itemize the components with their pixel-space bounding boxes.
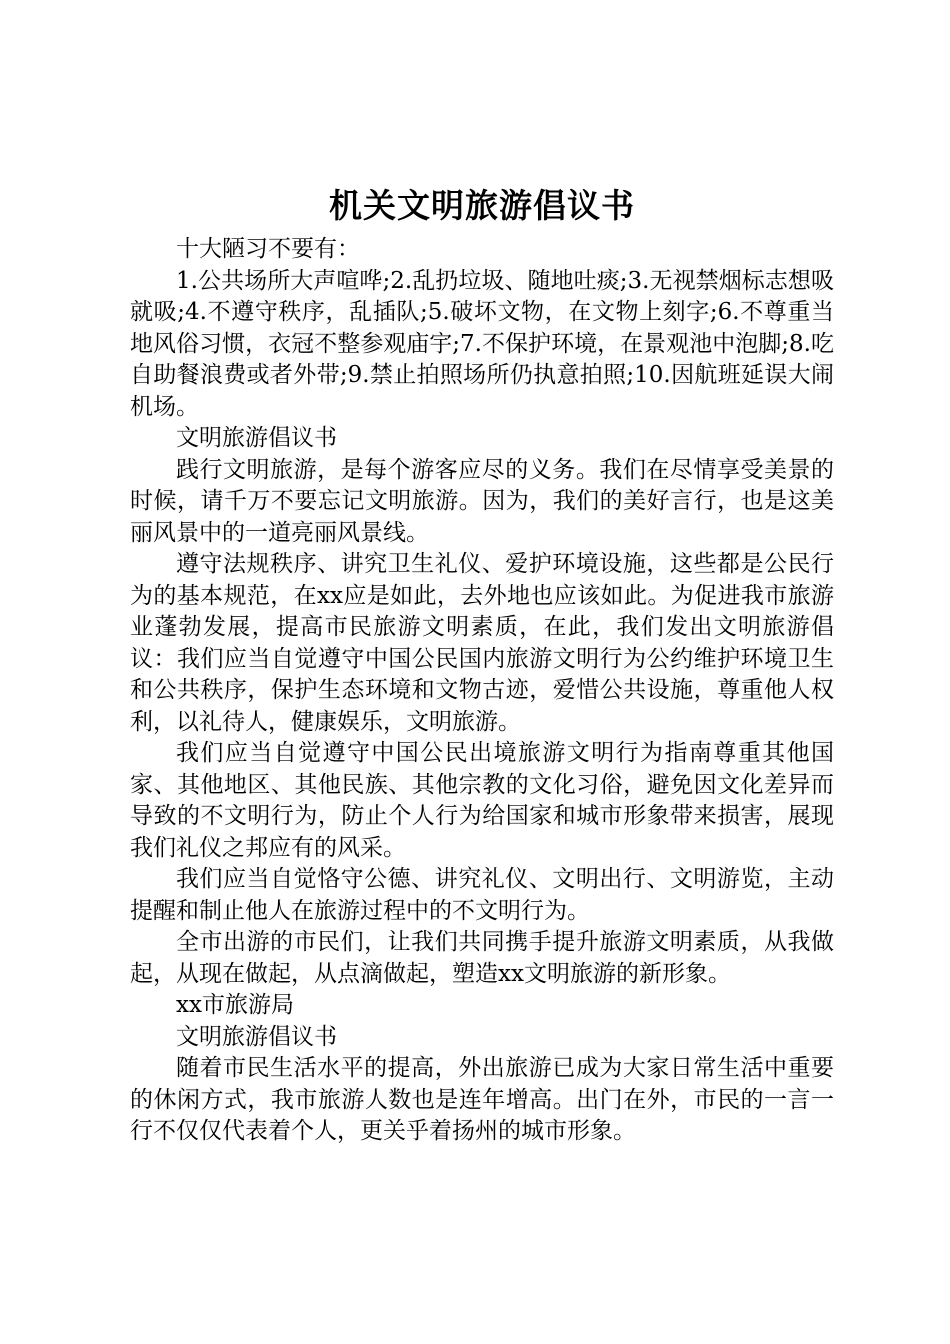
paragraph-body: 践行文明旅游，是每个游客应尽的义务。我们在尽情享受美景的时候，请千万不要忘记文明旅游。因为，我们的美好言行，也是这美丽风景中的一道亮丽风景线。 — [130, 456, 834, 546]
paragraph-body: 遵守法规秩序、讲究卫生礼仪、爱护环境设施，这些都是公民行为的基本规范，在xx应是如此，去外地也应该如此。为促进我市旅游业蓬勃发展，提高市民旅游文明素质，在此，我们发出文明旅游倡议：我们应当自觉遵守中国公民国内旅游文明行为公约维护环境卫生和公共秩序，保护生态环境和文物古迹，爱惜公共设施，尊重他人权利，以礼待人，健康娱乐，文明旅游。 — [130, 551, 834, 735]
document-page — [130, 182, 834, 1148]
paragraph-signature: xx市旅游局 — [176, 992, 294, 1018]
paragraph-section-heading: 文明旅游倡议书 — [176, 1023, 337, 1050]
paragraph-section-heading: 文明旅游倡议书 — [176, 425, 337, 451]
paragraph-bad-habits-list: 1.公共场所大声喧哗;2.乱扔垃圾、随地吐痰;3.无视禁烟标志想吸就吸;4.不遵守秩序，乱插队;5.破坏文物，在文物上刻字;6.不尊重当地风俗习惯，衣冠不整参观庙宇;7.不保护环境，在景观池中泡脚;8.吃自助餐浪费或者外带;9.禁止拍照场所仍执意拍照;10.因航班延误大闹机场。 — [130, 267, 834, 420]
paragraph-body: 我们应当自觉恪守公德、讲究礼仪、文明出行、文明游览，主动提醒和制止他人在旅游过程中的不文明行为。 — [130, 866, 834, 924]
document-title: 机关文明旅游倡议书 — [329, 186, 635, 225]
paragraph-body: 我们应当自觉遵守中国公民出境旅游文明行为指南尊重其他国家、其他地区、其他民族、其他宗教的文化习俗，避免因文化差异而导致的不文明行为，防止个人行为给国家和城市形象带来损害，展现我们礼仪之邦应有的风采。 — [130, 740, 834, 861]
paragraph-body: 随着市民生活水平的提高，外出旅游已成为大家日常生活中重要的休闲方式，我市旅游人数也是连年增高。出门在外，市民的一言一行不仅仅代表着个人，更关乎着扬州的城市形象。 — [130, 1055, 834, 1144]
paragraph-body: 全市出游的市民们，让我们共同携手提升旅游文明素质，从我做起，从现在做起，从点滴做起，塑造xx文明旅游的新形象。 — [130, 929, 834, 987]
paragraph-bad-habits-heading: 十大陋习不要有： — [176, 236, 360, 262]
